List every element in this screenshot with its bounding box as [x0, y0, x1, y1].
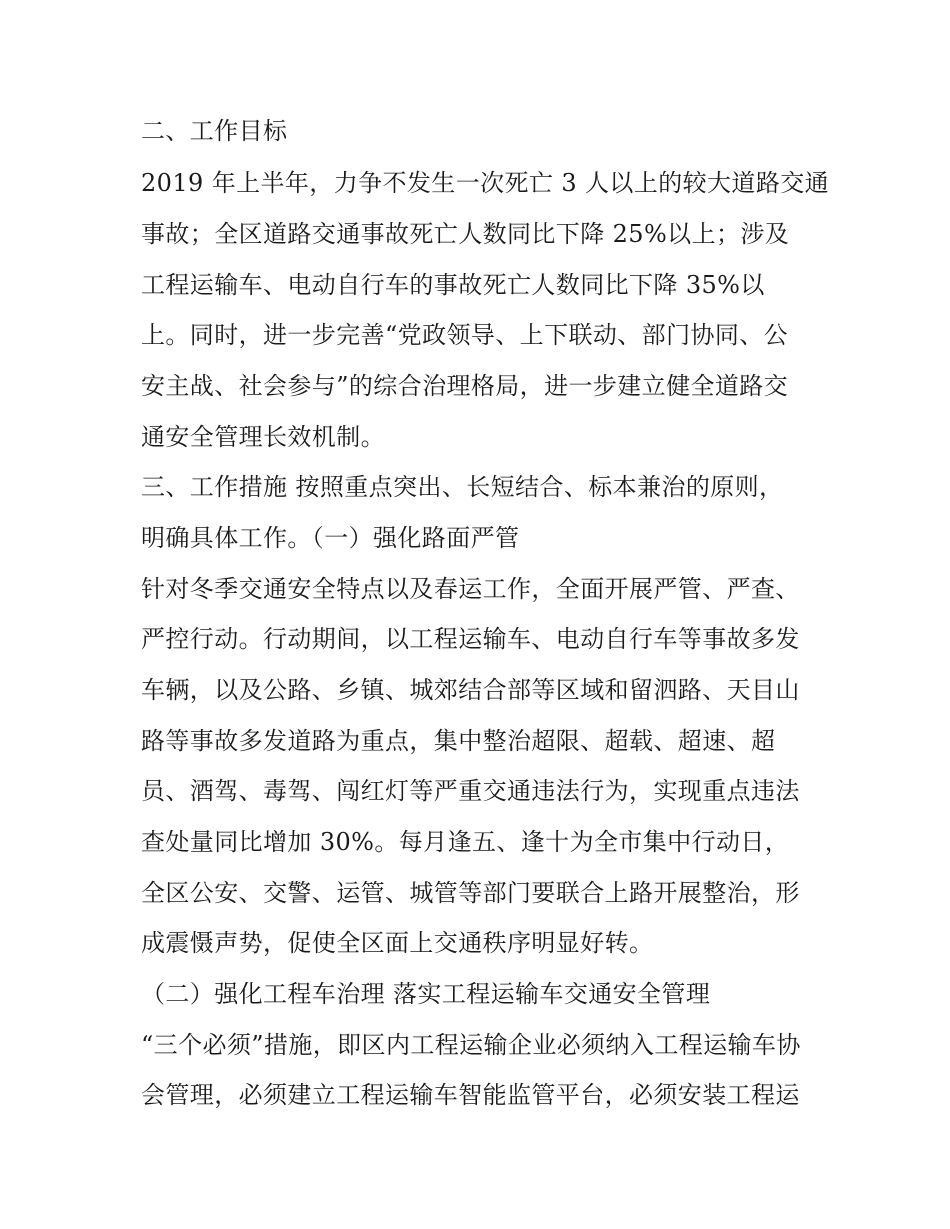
section-heading-work-measures: 三、工作措施 按照重点突出、长短结合、标本兼治的原则， — [141, 473, 784, 501]
paragraph-line: 成震慑声势，促使全区面上交通秩序明显好转。 — [141, 929, 654, 957]
paragraph-line: 2019 年上半年，力争不发生一次死亡 3 人以上的较大道路交通 — [141, 169, 830, 197]
paragraph-line: 全区公安、交警、运管、城管等部门要联合上路开展整治，形 — [141, 879, 800, 907]
paragraph-line: 车辆，以及公路、乡镇、城郊结合部等区域和留泗路、天目山 — [141, 676, 800, 704]
paragraph-line: “三个必须”措施，即区内工程运输企业必须纳入工程运输车协 — [141, 1031, 801, 1059]
subsection-heading-engineering-vehicles: （二）强化工程车治理 落实工程运输车交通安全管理 — [141, 980, 711, 1008]
paragraph-line: 上。同时，进一步完善“党政领导、上下联动、部门协同、公 — [141, 321, 789, 349]
paragraph-line: 事故；全区道路交通事故死亡人数同比下降 25%以上；涉及 — [141, 220, 790, 248]
paragraph-line: 明确具体工作。（一）强化路面严管 — [141, 524, 520, 552]
paragraph-line: 会管理，必须建立工程运输车智能监管平台，必须安装工程运 — [141, 1081, 800, 1109]
paragraph-line: 针对冬季交通安全特点以及春运工作，全面开展严管、严查、 — [141, 575, 800, 603]
section-heading-work-goals: 二、工作目标 — [141, 117, 288, 145]
paragraph-line: 路等事故多发道路为重点，集中整治超限、超载、超速、超 — [141, 727, 776, 755]
paragraph-line: 通安全管理长效机制。 — [141, 423, 385, 451]
paragraph-line: 安主战、社会参与”的综合治理格局，进一步建立健全道路交 — [141, 372, 789, 400]
paragraph-line: 工程运输车、电动自行车的事故死亡人数同比下降 35%以 — [141, 271, 765, 299]
paragraph-line: 查处量同比增加 30%。每月逢五、逢十为全市集中行动日， — [141, 828, 790, 856]
paragraph-line: 员、酒驾、毒驾、闯红灯等严重交通违法行为，实现重点违法 — [141, 777, 800, 805]
paragraph-line: 严控行动。行动期间，以工程运输车、电动自行车等事故多发 — [141, 625, 800, 653]
